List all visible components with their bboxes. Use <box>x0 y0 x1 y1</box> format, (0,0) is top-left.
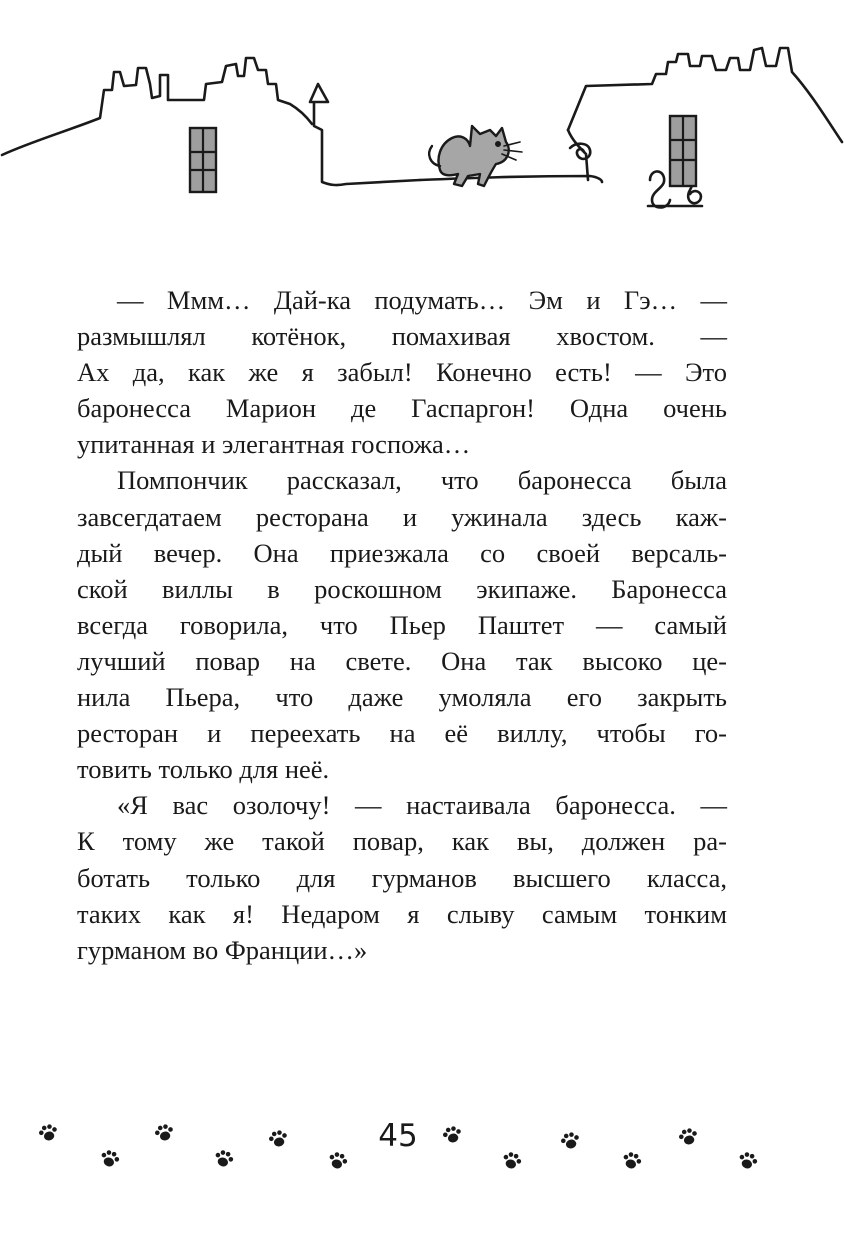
text-line: нила Пьера, что даже умоляла его закрыть <box>77 682 727 713</box>
window-icon <box>190 128 216 192</box>
paw-print-icon <box>732 1147 761 1179</box>
text-line: ресторан и переехать на её виллу, чтобы го- <box>77 718 727 749</box>
roof-line-icon <box>2 58 312 155</box>
roof-line-icon <box>568 48 842 142</box>
text-line: баронесса Марион де Гаспаргон! Одна очень <box>77 393 727 424</box>
text-line: — Ммм… Дай-ка подумать… Эм и Гэ… — <box>117 285 727 315</box>
text-line: Помпончик рассказал, что баронесса была <box>117 465 727 496</box>
paragraph <box>77 787 727 967</box>
text-line: всегда говорила, что Пьер Паштет — самый <box>77 609 727 640</box>
paw-print-icon <box>322 1147 351 1179</box>
paw-print-icon <box>496 1147 525 1179</box>
text-line: дый вечер. Она приезжала со своей версаль- <box>77 537 727 568</box>
paragraph <box>77 462 727 787</box>
text-line: товить только для неё. <box>77 754 330 785</box>
window-icon <box>670 116 696 186</box>
paw-print-icon <box>557 1128 585 1160</box>
paw-print-icon <box>35 1120 63 1152</box>
paw-print-icon <box>151 1120 179 1152</box>
text-line: гурманом во Франции…» <box>77 934 368 965</box>
text-line: ботать только для гурманов высшего класса, <box>77 862 727 893</box>
text-line: Ах да, как же я забыл! Конечно есть! — Это <box>77 357 727 388</box>
paw-print-icon <box>94 1145 123 1177</box>
text-line: таких как я! Недаром я слыву самым тонким <box>77 898 727 929</box>
paw-print-icon <box>265 1126 293 1158</box>
page-number: 45 <box>378 1118 418 1154</box>
paw-print-icon <box>439 1122 467 1154</box>
chimney-icon <box>310 84 420 185</box>
paw-print-icon <box>208 1145 237 1177</box>
text-line: упитанная и элегантная госпожа… <box>77 429 471 460</box>
paw-print-icon <box>675 1124 703 1156</box>
paw-print-icon <box>616 1147 645 1179</box>
text-line: «Я вас озолочу! — настаивала баронесса. — <box>117 790 727 821</box>
paragraph <box>77 282 727 462</box>
body-text <box>77 282 727 968</box>
text-line: К тому же такой повар, как вы, должен ра- <box>77 826 727 857</box>
text-line: размышлял котёнок, помахивая хвостом. — <box>77 321 727 352</box>
text-line: завсегдатаем ресторана и ужинала здесь каж- <box>77 501 727 532</box>
text-line: лучший повар на свете. Она так высоко це- <box>77 645 727 676</box>
text-line: ской виллы в роскошном экипаже. Баронесса <box>77 573 727 604</box>
rooftop-skyline-illustration <box>0 30 844 230</box>
